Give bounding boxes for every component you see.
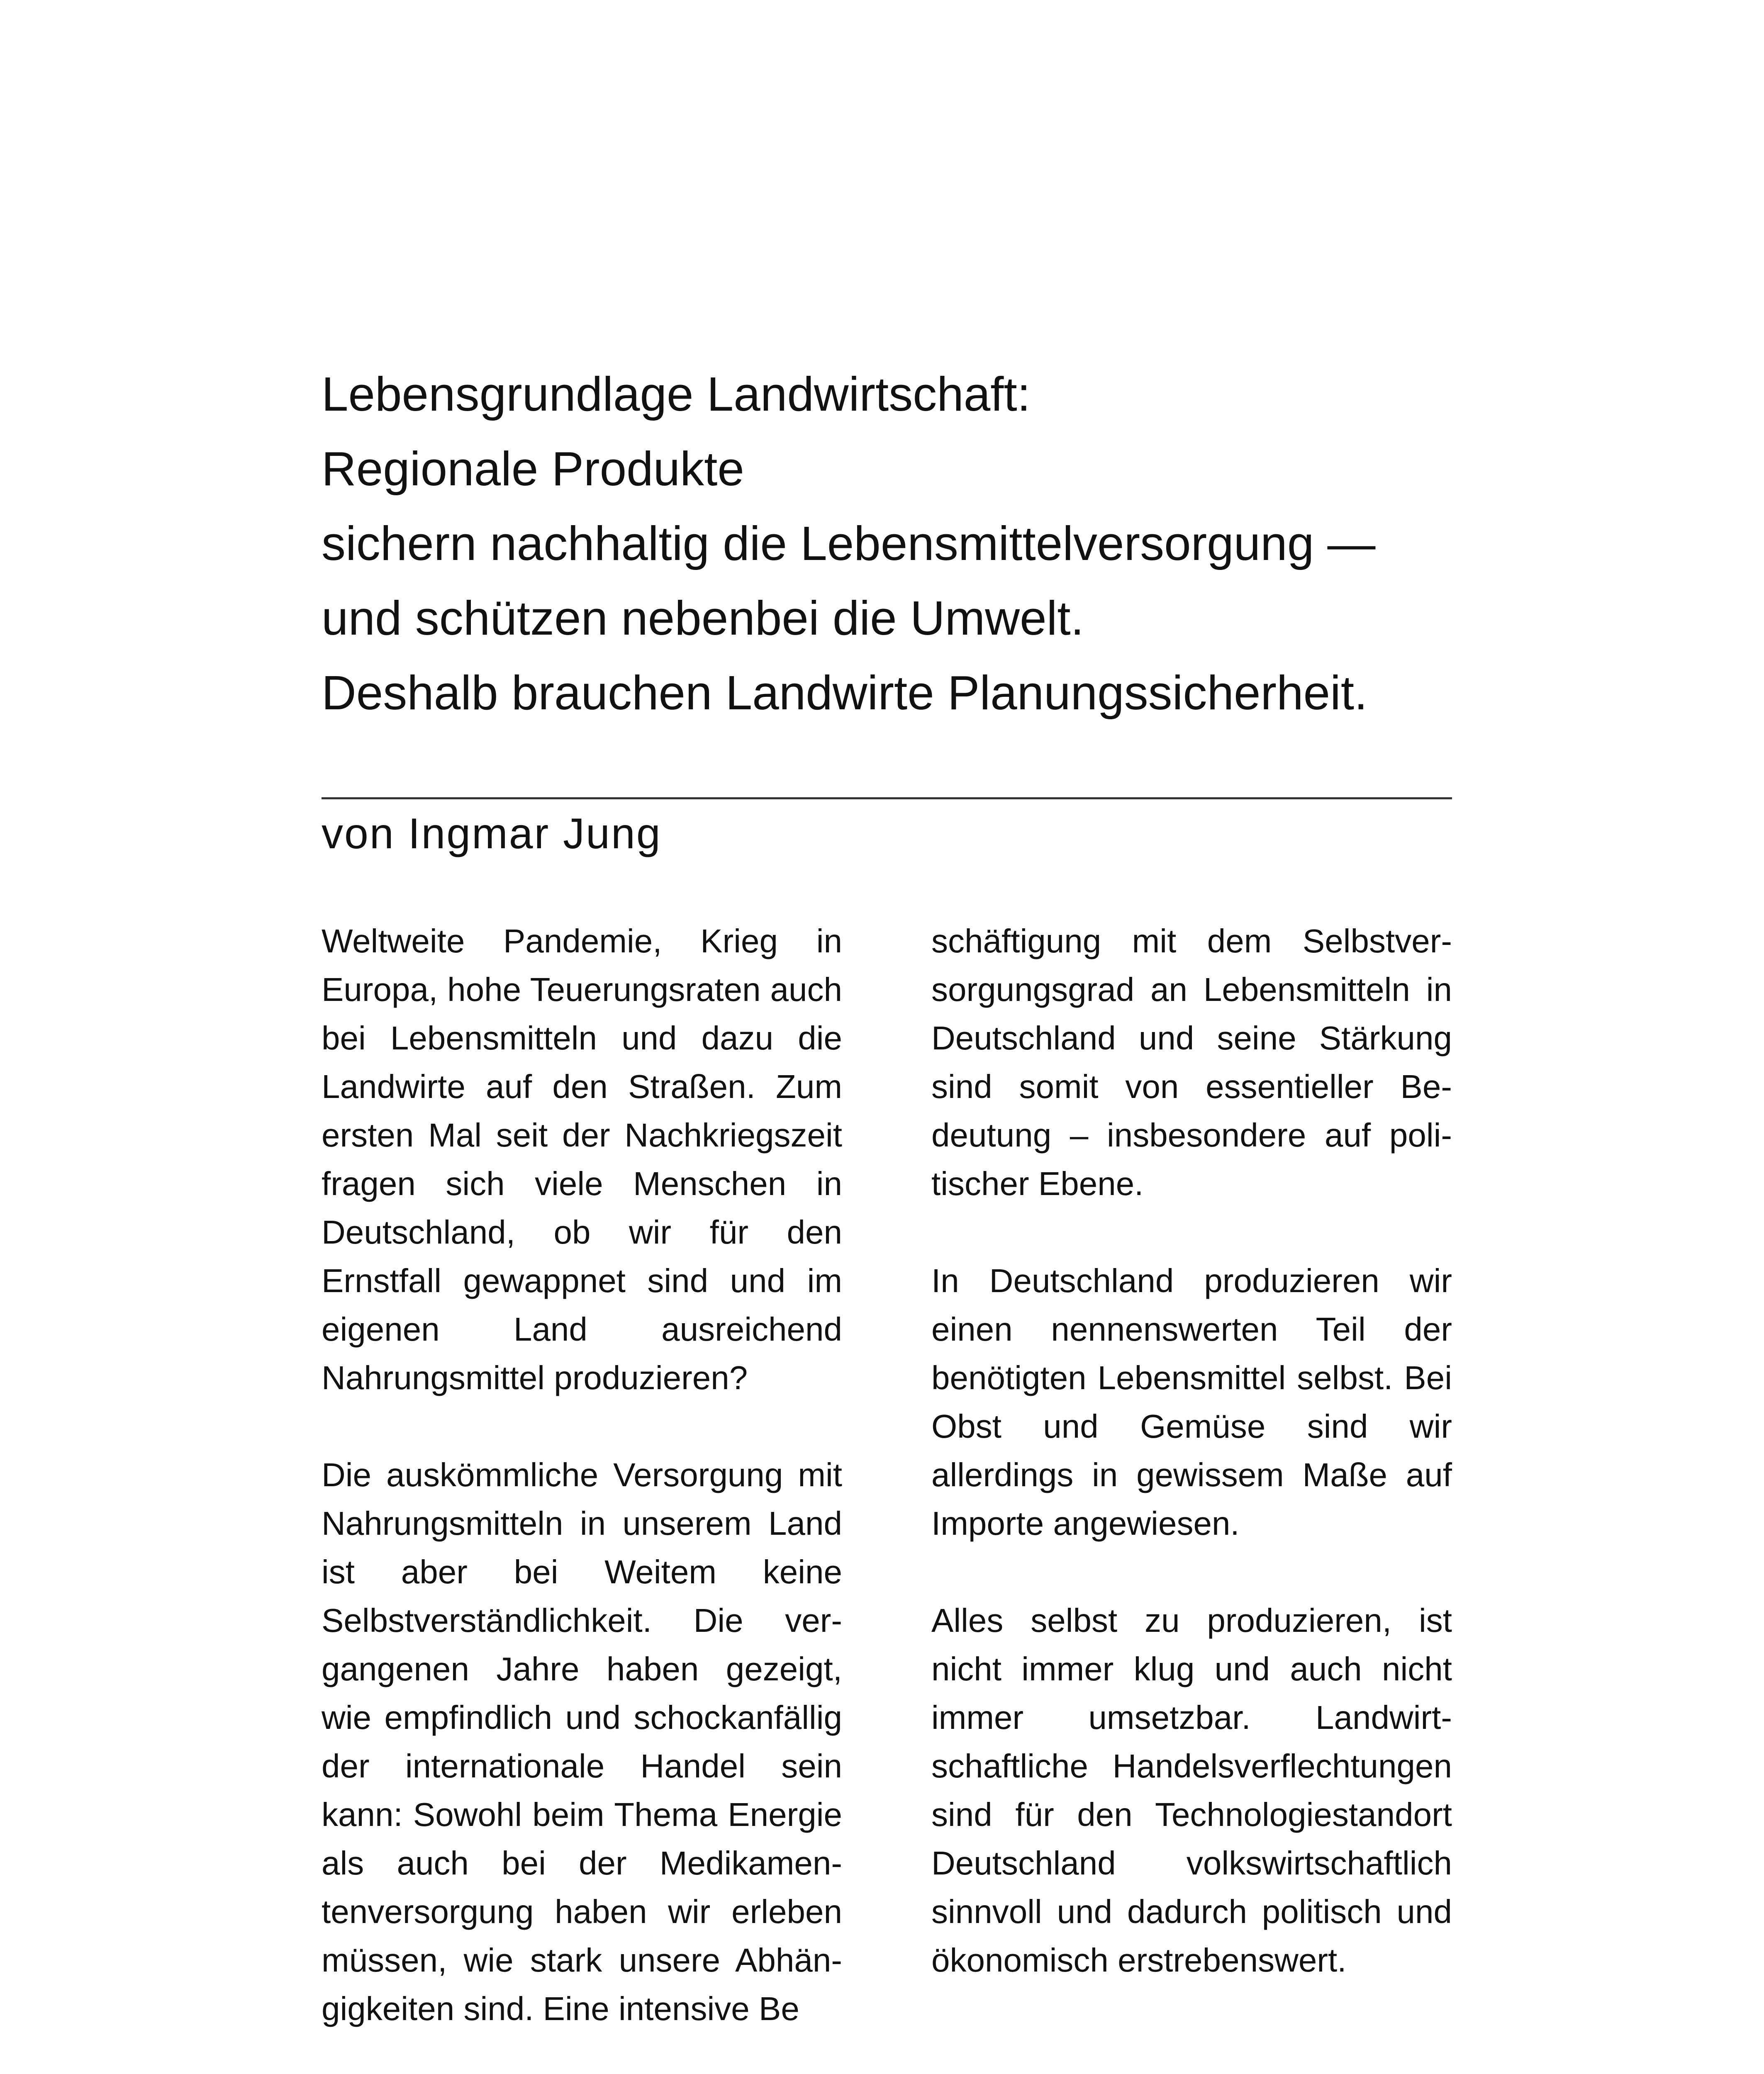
text-column-right — [931, 917, 1452, 1984]
headline-line: und schützen nebenbei die Umwelt. — [322, 591, 1084, 645]
headline-line: Deshalb brauchen Landwirte Planungssicherheit. — [322, 666, 1368, 720]
author-byline: von Ingmar Jung — [322, 810, 662, 858]
body-paragraph: Die auskömmliche Versorgung mit Nahrungsmitteln in unserem Land ist aber bei Weitem keine Selbstverständlichkeit. Die vergangenen Jahre haben gezeigt, wie empfindlich und schockanfällig der internationale Handel sein kann: Sowohl beim Thema Energie als auch bei der Medikamentenversorgung haben wir erleben müssen, wie stark unsere Abhängigkeiten sind. Eine intensive Be — [322, 1456, 842, 2027]
body-paragraph: Alles selbst zu produzieren, ist nicht immer klug und auch nicht immer umsetzbar. Landwirtschaftliche Handelsverflechtungen sind für den Technologiestandort Deutschland volkswirtschaftlich sinnvoll und dadurch politisch und ökonomisch erstrebenswert. — [931, 1602, 1452, 1979]
body-paragraph: schäftigung mit dem Selbstversorgungsgrad an Lebensmitteln in Deutschland und seine Stärkung sind somit von essentieller Bedeutung – insbesondere auf politischer Ebene. — [931, 923, 1452, 1202]
headline-line: Regionale Produkte — [322, 442, 744, 496]
text-column-left — [322, 917, 842, 2033]
headline-line: Lebensgrundlage Landwirtschaft: — [322, 367, 1031, 421]
headline-line: sichern nachhaltig die Lebensmittelversorgung — — [322, 516, 1376, 570]
headline-divider — [322, 797, 1452, 799]
article-headline — [322, 357, 1483, 730]
body-paragraph: In Deutschland produzieren wir einen nennenswerten Teil der benötigten Lebensmittel selbst. Bei Obst und Gemüse sind wir allerdings in gewissem Maße auf Importe angewiesen. — [931, 1262, 1452, 1542]
body-paragraph: Weltweite Pandemie, Krieg in Europa, hohe Teuerungsraten auch bei Lebensmitteln und dazu die Landwirte auf den Straßen. Zum ersten Mal seit der Nachkriegszeit fragen sich viele Menschen in Deutschland, ob wir für den Ernstfall gewappnet sind und im eigenen Land ausreichend Nahrungsmittel produzieren? — [322, 923, 842, 1396]
